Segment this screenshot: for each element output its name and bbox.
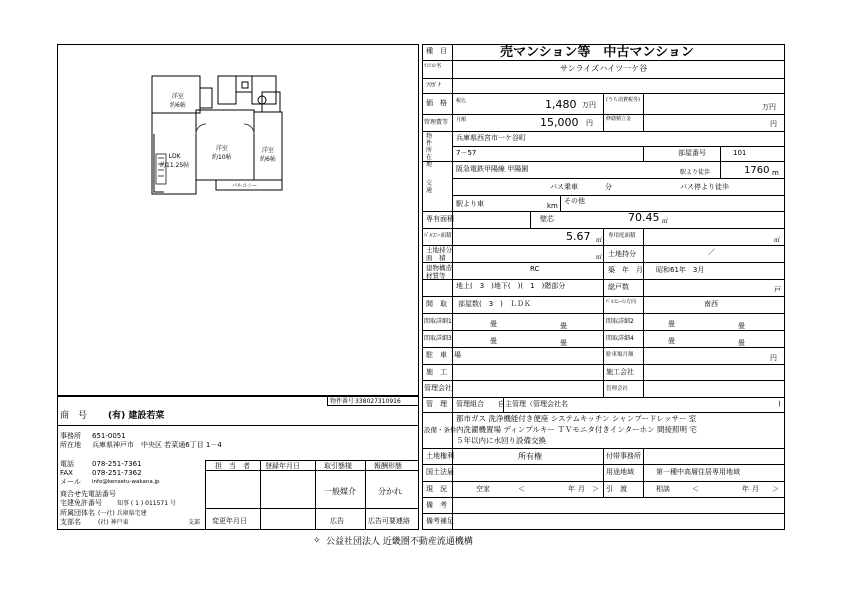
company-address: 兵庫県神戸市 中央区 若菜通6丁目 1－4 — [92, 441, 222, 449]
land-rights: 所有権 — [518, 452, 542, 461]
plan-room2-label: 洋室 約10帖 — [212, 145, 232, 161]
register-date-header: 登録年月日 — [265, 462, 300, 470]
current-status-label: 現 況 — [426, 485, 447, 493]
zoning-label: 用途地域 — [606, 468, 634, 476]
price-unit: 万円 — [582, 101, 596, 109]
branch-label: 支部名 — [60, 518, 81, 526]
material-label: 材質等 — [426, 272, 446, 280]
mgmt-fee-label: 管理費等 — [424, 119, 449, 126]
address-line2: 7－57 — [456, 149, 477, 157]
floors: 地上( 3 )地下( )( 1 )階部分 — [456, 282, 566, 290]
tel-label: 電話 — [60, 460, 74, 468]
transaction-header: 取引態様 — [324, 462, 352, 470]
total-units-label: 総戸数 — [608, 283, 629, 291]
area-label: 専有面積 — [426, 215, 454, 223]
layout: 部屋数( 3 ) ＬＤＫ — [458, 300, 531, 308]
management: 管理組合 自主管理（管理会社名 — [456, 400, 568, 408]
mgmt-fee-value: 15,000 — [540, 116, 579, 129]
room-number: 101 — [733, 149, 747, 157]
garden-area-unit: ㎡ — [774, 237, 781, 244]
area-unit: ㎡ — [662, 218, 669, 225]
property-id: 338027310916 — [355, 398, 401, 405]
ad-status: 広告可要連絡 — [368, 517, 410, 525]
area-method: 壁芯 — [540, 215, 554, 223]
train-line: 阪急電鉄甲陽線 甲陽園 — [456, 165, 529, 173]
company-mail[interactable]: info@kensetu-wakana.jp — [92, 479, 160, 485]
construction-label: 施 工 — [426, 368, 447, 376]
room-detail1-unit: 畳 — [490, 320, 497, 328]
room-detail2-label: 間取詳細2 — [606, 318, 634, 325]
price-tax-label: 税込 — [456, 98, 467, 104]
status-year: 年 — [568, 485, 575, 493]
land-area-unit: ㎡ — [596, 254, 603, 261]
branch-suffix: 支部 — [188, 519, 201, 526]
handover-year: 年 — [742, 485, 749, 493]
location-label: 物件所在地 — [426, 133, 433, 168]
walk-unit: m — [772, 169, 779, 177]
total-units-unit: 戸 — [774, 286, 781, 294]
address-label: 所在地 — [60, 441, 81, 449]
land-area-label: 面 積 — [426, 254, 446, 262]
license-number: 知事 ( 1 ) 011571 号 — [117, 500, 176, 507]
handover-open-bracket: ＜ — [692, 485, 699, 493]
footer-logo-icon: ✧ — [313, 536, 321, 546]
plan-ldk-label: LDK 約11.25帖 — [160, 153, 190, 169]
equipment-line3: ５年以内に水回り設備交換 — [456, 436, 546, 445]
repair-fund-label: 修繕積立金 — [606, 116, 632, 122]
mail-label: メール — [60, 478, 81, 486]
fee-header: 報酬形態 — [374, 462, 402, 470]
fax-label: FAX — [60, 469, 73, 477]
car-from-station-label: 駅より車 — [456, 200, 484, 208]
mgmt-company-right-label: 管理会社 — [606, 386, 629, 392]
parking-fee-label: 駐車場月額 — [606, 352, 634, 358]
handover-month: 月 — [752, 485, 759, 493]
current-status: 空家 — [476, 485, 490, 493]
price-value: 1,480 — [545, 98, 577, 111]
land-law-label: 国土法届 — [426, 468, 454, 476]
bus-ride-label: バス乗車 — [550, 183, 578, 191]
fee-type: 分かれ — [378, 487, 402, 496]
ad-label: 広告 — [330, 517, 344, 525]
equipment-label: 設備・条件 — [424, 426, 457, 434]
bus-ride-unit: 分 — [605, 183, 612, 191]
transport-label: 交通 — [426, 180, 433, 194]
plan-room1-label: 洋室 約6帖 — [170, 93, 186, 109]
handover: 相談 — [656, 485, 670, 493]
mgmt-fee-monthly-label: 月額 — [456, 117, 467, 123]
branch-name: (社) 神戸東 — [98, 519, 129, 526]
walk-from-station: 1760 — [744, 165, 770, 176]
structure-label: 建物構造 — [426, 264, 452, 272]
land-ratio: ／ — [708, 248, 715, 256]
room-detail4-unit: 畳 — [668, 337, 675, 345]
walk-from-bus-label: バス停より徒歩 — [680, 183, 729, 191]
company-fax: 078-251-7362 — [92, 469, 142, 477]
area-value: 70.45 — [628, 211, 660, 224]
status-close-bracket: ＞ — [592, 485, 599, 493]
shogo-label: 商 号 — [60, 411, 88, 421]
built-date: 昭和61年 3月 — [656, 266, 705, 274]
management-label: 管 理 — [426, 400, 447, 408]
room-detail3-unit: 畳 — [490, 337, 497, 345]
equipment-line2: 内洗濯機置場 ディンプルキー ＴＶモニタ付きインターホン 間接照明 宅 — [456, 425, 697, 434]
builder-label: 施工会社 — [606, 368, 634, 376]
company-tel: 078-251-7361 — [92, 460, 142, 468]
plan-room3-label: 洋室 約6帖 — [260, 147, 276, 163]
zoning: 第一種中高層住居専用地域 — [656, 468, 740, 476]
association-name: (一社) 兵庫県宅建 — [98, 510, 147, 517]
parking-label: 駐 車 場 — [426, 351, 461, 359]
balcony-area-label: ﾊﾞﾙｺﾆｰ面積 — [424, 233, 452, 239]
office-label: 事務所 — [60, 432, 81, 440]
office-attached-label: 付帯事務所 — [606, 452, 641, 460]
mgmt-fee-unit: 円 — [586, 119, 593, 127]
consumption-tax-label: (うち消費税等) — [606, 97, 640, 103]
footer-organization: 公益社団法人 近畿圏不動産流通機構 — [326, 537, 473, 547]
built-date-label: 築 年 月 — [608, 266, 643, 274]
staff-header: 担 当 者 — [215, 462, 250, 470]
room-detail3-label: 間取詳細3 — [424, 335, 452, 342]
property-id-label: 物件番号 — [330, 398, 355, 405]
remarks-label: 備 考 — [426, 501, 447, 509]
room-detail1-label: 間取詳細1 — [424, 318, 452, 325]
balcony-direction-label: ﾊﾞﾙｺﾆｰの方向 — [606, 299, 637, 305]
update-date-header: 変更年月日 — [212, 517, 247, 525]
license-label: 宅建免許番号 — [60, 499, 102, 507]
mansion-name-label: ﾏﾝｼｮﾝ名 — [424, 63, 442, 69]
remarks-supplement-label: 備考補足 — [426, 517, 454, 525]
layout-label: 間 取 — [426, 300, 447, 308]
balcony-area-unit: ㎡ — [596, 237, 603, 244]
land-ratio-label: 土地持分 — [608, 250, 636, 258]
equipment-line1: 都市ガス 洗浄機能付き便座 システムキッチン シャンプードレッサー 室 — [456, 414, 697, 423]
kana-label: ﾌﾘｶﾞﾅ — [426, 82, 442, 89]
company-name: (有) 建設若菜 — [108, 411, 165, 421]
office-zip: 651-0051 — [92, 432, 126, 440]
handover-label: 引 渡 — [606, 485, 627, 493]
car-unit: km — [547, 202, 558, 210]
inquiry-tel-label: 商合せ先電話番号 — [60, 490, 116, 498]
handover-close-bracket: ＞ — [772, 485, 779, 493]
address-line1: 兵庫県西宮市一ケ谷町 — [456, 134, 526, 142]
mansion-name: サンライズハイツ一ケ谷 — [560, 64, 648, 73]
room-detail4-label: 間取詳細4 — [606, 335, 634, 342]
mgmt-company-label: 管理会社 — [424, 384, 452, 392]
parking-fee-unit: 円 — [770, 354, 777, 362]
listing-title: 売マンション等 中古マンション — [500, 45, 694, 60]
management-close: ) — [778, 400, 781, 408]
balcony-direction: 南西 — [704, 300, 718, 308]
price-label: 価 格 — [426, 99, 447, 107]
status-month: 月 — [578, 485, 585, 493]
consumption-tax-unit: 万円 — [762, 103, 776, 111]
balcony-area: 5.67 — [566, 230, 591, 243]
room-detail1-unit2: 畳 — [560, 322, 567, 330]
plan-balcony-label: バルコニー — [232, 183, 258, 189]
walk-from-station-label: 駅より徒歩 — [680, 169, 711, 176]
room-detail4-unit2: 畳 — [738, 339, 745, 347]
land-rights-label: 土地権利 — [426, 452, 454, 460]
room-number-label: 部屋番号 — [678, 149, 706, 157]
structure: RC — [530, 265, 540, 273]
land-share-label: 土地持分 — [426, 246, 452, 254]
room-detail2-unit2: 畳 — [738, 322, 745, 330]
garden-area-label: 専用庭面積 — [608, 233, 636, 239]
repair-fund-unit: 円 — [770, 120, 777, 128]
association-label: 所属団体名 — [60, 509, 95, 517]
status-open-bracket: ＜ — [518, 485, 525, 493]
type-label: 種 目 — [426, 47, 447, 55]
transaction-type: 一般媒介 — [324, 487, 356, 496]
other-transport-label: その他 — [564, 197, 585, 205]
room-detail2-unit: 畳 — [668, 320, 675, 328]
room-detail3-unit2: 畳 — [560, 339, 567, 347]
